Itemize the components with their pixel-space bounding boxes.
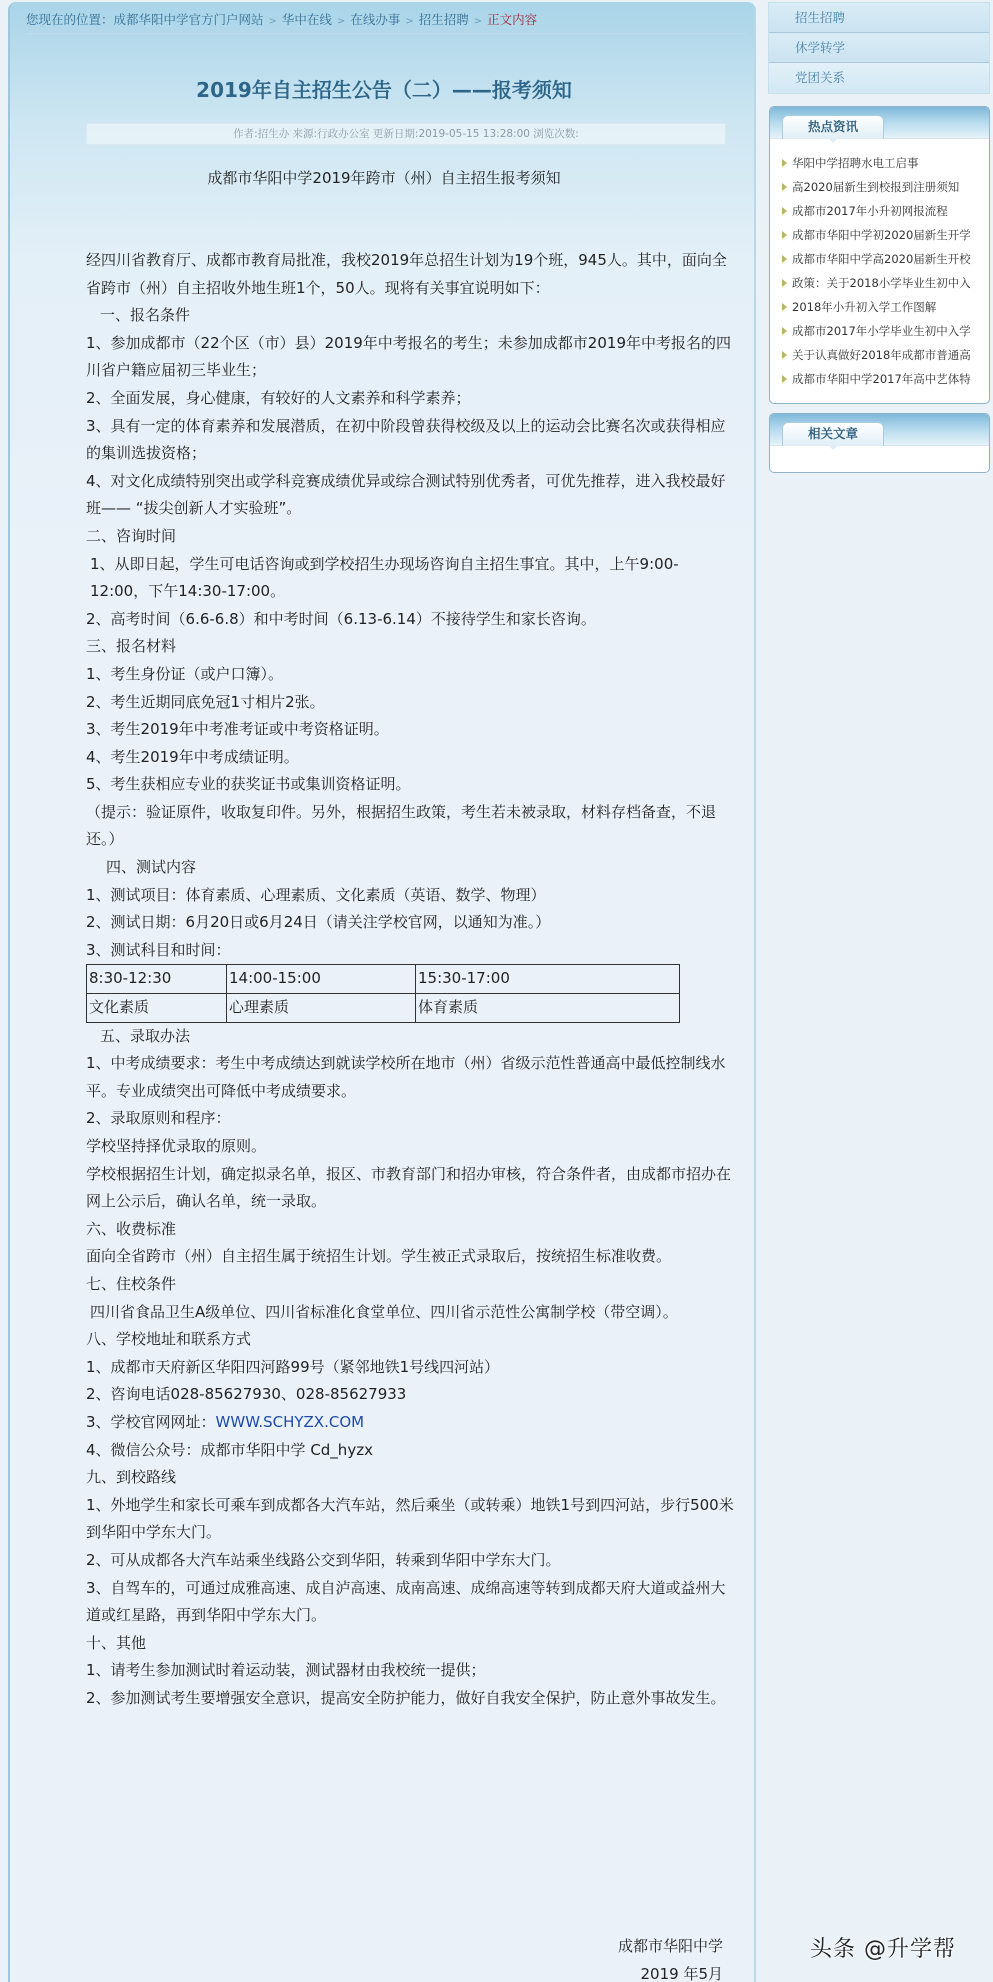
paragraph: 4、考生2019年中考成绩证明。 [86, 747, 299, 766]
breadcrumb-separator: > [405, 16, 414, 27]
paragraph: 三、报名材料 [86, 637, 177, 656]
paragraph: 3、考生2019年中考准考证或中考资格证明。 [86, 720, 389, 739]
breadcrumb-separator: > [473, 16, 483, 27]
paragraph: 2、咨询电话028-85627930、028-85627933 [86, 1385, 407, 1404]
table-row [87, 994, 680, 1023]
breadcrumb-separator: > [336, 16, 346, 27]
widget-header [770, 107, 989, 139]
breadcrumb-separator: > [268, 16, 277, 27]
paragraph: 4、对文化成绩特别突出或学科竞赛成绩优异或综合测试特别优秀者，可优先推荐，进入我校最好班—— “拔尖创新人才实验班”。 [86, 471, 726, 518]
sidebar-nav [768, 2, 990, 94]
sidebar-item-party-relations[interactable]: 党团关系 [769, 63, 989, 93]
signature-date: 2019 年5月 [640, 1965, 723, 1982]
school-website-link[interactable]: WWW.SCHYZX.COM [215, 1412, 365, 1431]
main-content-panel [8, 2, 756, 1982]
hot-news-list [770, 139, 989, 401]
bullet-arrow-icon [782, 303, 787, 311]
website-line [86, 1409, 736, 1437]
paragraph: 八、学校地址和联系方式 [86, 1330, 252, 1349]
tab-notch-icon [828, 138, 838, 143]
bullet-arrow-icon [782, 375, 787, 383]
paragraph: 学校根据招生计划，确定拟录名单，报区、市教育部门和招办审核，符合条件者，由成都市招办在网上公示后，确认名单，统一录取。 [86, 1164, 732, 1211]
paragraph: 2、考生近期同底免冠1寸相片2张。 [86, 692, 325, 711]
hot-news-item[interactable] [782, 271, 989, 295]
hot-news-item[interactable] [782, 247, 989, 271]
hot-news-tab[interactable]: 热点资讯 [782, 115, 884, 139]
article-title: 2019年自主招生公告（二）——报考须知 [196, 78, 572, 102]
paragraph: 学校坚持择优录取的原则。 [86, 1137, 267, 1155]
hot-news-widget [769, 106, 990, 404]
hot-news-item[interactable] [782, 151, 989, 175]
breadcrumb-home-link[interactable]: 成都华阳中学官方门户网站 [113, 12, 264, 27]
sidebar-item-transfer[interactable]: 休学转学 [769, 33, 989, 63]
paragraph: 1、请考生参加测试时着运动装，测试器材由我校统一提供； [86, 1661, 486, 1680]
related-articles-widget [769, 413, 990, 473]
breadcrumb-online-link[interactable]: 华中在线 [281, 12, 332, 27]
paragraph: 2、全面发展，身心健康，有较好的人文素养和科学素养； [86, 388, 471, 407]
bullet-arrow-icon [782, 159, 787, 167]
tab-notch-icon [828, 445, 838, 450]
bullet-arrow-icon [782, 351, 787, 359]
hot-news-item-label: 关于认真做好2018年成都市普通高 [792, 348, 971, 362]
table-cell: 8:30-12:30 [87, 965, 227, 994]
paragraph: 1、成都市天府新区华阳四河路99号（紧邻地铁1号线四河站） [86, 1357, 500, 1376]
paragraph: 1、外地学生和家长可乘车到成都各大汽车站，然后乘坐（或转乘）地铁1号到四河站，步行500米到华阳中学东大门。 [86, 1495, 734, 1542]
bullet-arrow-icon [782, 207, 787, 215]
hot-news-item[interactable] [782, 319, 989, 343]
paragraph: 七、住校条件 [86, 1274, 177, 1293]
paragraph: 2、参加测试考生要增强安全意识，提高安全防护能力，做好自我安全保护，防止意外事故发生。 [86, 1688, 726, 1707]
website-label: 3、学校官网网址： [86, 1412, 216, 1431]
article-meta: 作者:招生办 来源:行政办公室 更新日期:2019-05-15 13:28:00 浏览次数: [86, 123, 726, 145]
article-paragraphs [86, 1023, 736, 1409]
table-cell: 心理素质 [227, 994, 416, 1023]
hot-news-item-label: 成都市2017年小学毕业生初中入学 [792, 324, 971, 338]
paragraph: 1、测试项目：体育素质、心理素质、文化素质（英语、数学、物理） [86, 885, 546, 904]
breadcrumb-current: 正文内容 [487, 12, 538, 27]
paragraph: 经四川省教育厅、成都市教育局批准，我校2019年总招生计划为19个班，945人。其中，面向全省跨市（州）自主招收外地生班1个，50人。现将有关事宜说明如下： [86, 251, 727, 297]
paragraph: 十、其他 [86, 1633, 147, 1652]
hot-news-item[interactable] [782, 223, 989, 247]
paragraph: 2、测试日期：6月20日或6月24日（请关注学校官网，以通知为准。） [86, 913, 551, 932]
hot-news-item[interactable] [782, 199, 989, 223]
hot-news-item[interactable] [782, 367, 989, 391]
paragraph: 3、具有一定的体育素养和发展潜质，在初中阶段曾获得校级及以上的运动会比赛名次或获得相应的集训选拔资格； [86, 416, 726, 463]
hot-news-item-label: 成都市华阳中学高2020届新生开校 [792, 252, 971, 266]
paragraph: 六、收费标准 [86, 1219, 177, 1238]
watermark: 头条 @升学帮 [810, 1937, 956, 1962]
breadcrumb-recruitment-link[interactable]: 招生招聘 [418, 12, 469, 27]
hot-news-item-label: 成都市华阳中学初2020届新生开学 [792, 228, 971, 242]
bullet-arrow-icon [782, 255, 787, 263]
breadcrumb-prefix: 您现在的位置： [26, 12, 114, 27]
paragraph: 2、可从成都各大汽车站乘坐线路公交到华阳，转乘到华阳中学东大门。 [86, 1550, 561, 1569]
table-row [87, 965, 680, 994]
table-cell: 15:30-17:00 [416, 965, 680, 994]
paragraph: 1、考生身份证（或户口簿）。 [86, 664, 284, 683]
hot-news-item-label: 华阳中学招聘水电工启事 [792, 156, 919, 170]
breadcrumb [26, 10, 746, 34]
paragraph: 四、测试内容 [106, 858, 197, 877]
hot-news-item-label: 成都市2017年小升初网报流程 [792, 204, 948, 218]
paragraph: 3、自驾车的，可通过成雅高速、成自泸高速、成南高速、成绵高速等转到成都天府大道或益州大道或红星路，再到华阳中学东大门。 [86, 1578, 726, 1625]
hot-news-item-label: 成都市华阳中学2017年高中艺体特 [792, 372, 971, 386]
signature [618, 1932, 723, 1982]
table-cell: 文化素质 [87, 994, 227, 1023]
paragraph: 5、考生获相应专业的获奖证书或集训资格证明。 [86, 775, 411, 794]
paragraph: 一、报名条件 [100, 306, 191, 325]
sidebar-item-recruitment[interactable]: 招生招聘 [769, 3, 989, 33]
paragraph: 九、到校路线 [86, 1468, 177, 1487]
hot-news-item-label: 政策：关于2018小学毕业生初中入 [792, 276, 971, 290]
bullet-arrow-icon [782, 183, 787, 191]
paragraph: 1、中考成绩要求：考生中考成绩达到就读学校所在地市（州）省级示范性普通高中最低控制线水平。专业成绩突出可降低中考成绩要求。 [86, 1054, 726, 1100]
paragraph: 1、从即日起，学生可电话咨询或到学校招生办现场咨询自主招生事宜。其中，上午9:00-12:00，下午14:30-17:00。 [90, 554, 679, 601]
bullet-arrow-icon [782, 279, 787, 287]
hot-news-item[interactable] [782, 175, 989, 199]
paragraph: 四川省食品卫生A级单位、四川省标准化食堂单位、四川省示范性公寓制学校（带空调）。 [90, 1302, 678, 1321]
related-articles-tab[interactable]: 相关文章 [782, 422, 884, 446]
article-paragraphs [86, 1437, 736, 1713]
article-paragraphs [86, 247, 736, 964]
signature-org: 成都市华阳中学 [617, 1937, 723, 1955]
hot-news-item-label: 高2020届新生到校报到注册须知 [792, 180, 960, 194]
bullet-arrow-icon [782, 231, 787, 239]
article-body [86, 247, 736, 1712]
table-cell: 体育素质 [416, 994, 680, 1023]
article-subtitle: 成都市华阳中学2019年跨市（州）自主招生报考须知 [207, 169, 561, 187]
paragraph: 面向全省跨市（州）自主招生属于统招生计划。学生被正式录取后，按统招生标准收费。 [86, 1247, 672, 1266]
hot-news-item-label: 2018年小升初入学工作图解 [792, 300, 937, 314]
paragraph: 1、参加成都市（22个区（市）县）2019年中考报名的考生；未参加成都市2019年中考报名的四川省户籍应届初三毕业生； [86, 333, 731, 380]
paragraph: 五、录取办法 [100, 1026, 191, 1045]
paragraph: （提示：验证原件，收取复印件。另外，根据招生政策，考生若未被录取，材料存档备查，不退还。） [86, 802, 717, 849]
hot-news-item[interactable] [782, 295, 989, 319]
paragraph: 二、咨询时间 [86, 526, 177, 545]
paragraph: 4、微信公众号：成都市华阳中学 Cd_hyzx [86, 1440, 373, 1459]
table-cell: 14:00-15:00 [227, 965, 416, 994]
paragraph: 2、录取原则和程序： [86, 1109, 231, 1128]
widget-header [770, 414, 989, 446]
paragraph: 2、高考时间（6.6-6.8）和中考时间（6.13-6.14）不接待学生和家长咨询。 [86, 609, 596, 628]
paragraph: 3、测试科目和时间： [86, 940, 231, 959]
bullet-arrow-icon [782, 327, 787, 335]
hot-news-item[interactable] [782, 343, 989, 367]
test-schedule-table [86, 964, 680, 1022]
breadcrumb-services-link[interactable]: 在线办事 [350, 12, 401, 27]
